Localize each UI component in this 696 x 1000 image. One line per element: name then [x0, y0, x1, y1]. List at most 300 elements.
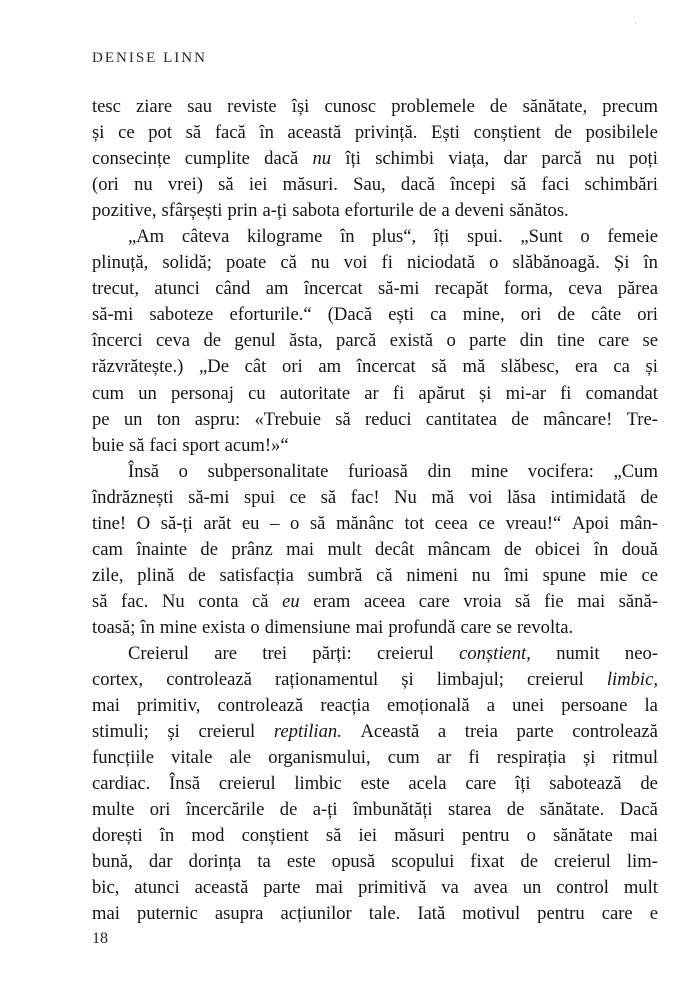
word: voi: [468, 486, 493, 508]
word: câte: [591, 304, 622, 326]
word: de: [203, 330, 221, 352]
word: și: [583, 747, 596, 769]
word: vreau!“: [505, 512, 562, 534]
word: o: [446, 330, 456, 352]
word: acțiunilor: [280, 903, 352, 925]
word: ăsta,: [289, 330, 323, 352]
word: personaj: [170, 382, 234, 404]
word: lim-: [626, 851, 658, 873]
word: eforturile.“: [229, 304, 312, 326]
word: iei: [248, 174, 268, 196]
word: încerci: [92, 330, 143, 352]
word: ar: [364, 382, 379, 404]
word: un: [522, 877, 542, 899]
word: schimbări: [584, 174, 658, 196]
text-line: [92, 407, 658, 433]
word: subpersonalitate: [207, 460, 329, 482]
word: vrei): [167, 174, 203, 196]
word: dar: [148, 851, 173, 873]
word: în: [259, 122, 274, 144]
word: care: [460, 616, 492, 638]
word: e: [649, 903, 658, 925]
word: tale.: [368, 903, 401, 925]
word: ritmul: [612, 747, 658, 769]
word: funcțiile: [92, 747, 154, 769]
text-line: [92, 875, 658, 901]
word: cât: [244, 356, 267, 378]
word: dar: [503, 148, 528, 170]
word: cunosc: [324, 96, 377, 117]
word: controlează: [166, 669, 252, 691]
word: precum: [602, 96, 658, 117]
word: sfârșești: [161, 200, 223, 222]
word: poți: [628, 148, 658, 170]
word: Iată: [417, 903, 446, 925]
word: Dacă: [619, 799, 658, 821]
word: și: [167, 721, 180, 743]
word: atunci: [154, 278, 200, 300]
text-line: [92, 250, 658, 276]
word: tesc: [92, 96, 121, 117]
word: ori: [520, 304, 542, 326]
word: aceea: [363, 590, 406, 612]
word: o: [489, 252, 499, 274]
word: fi: [468, 747, 480, 769]
word: eforturile: [344, 200, 414, 222]
word: am: [318, 356, 342, 378]
word: organismului,: [268, 747, 371, 769]
word: „Am: [128, 226, 165, 248]
word: are: [214, 642, 237, 664]
word: parte: [516, 721, 554, 743]
text-line: [92, 901, 658, 927]
word: sănătos.: [509, 200, 569, 222]
text-line: [92, 198, 658, 224]
word: există: [389, 330, 434, 352]
word: privință.: [354, 122, 418, 144]
word: mân-: [619, 512, 658, 534]
word: de: [489, 96, 508, 117]
word: mai: [355, 616, 384, 638]
word: fac!: [350, 486, 380, 508]
word: dacă: [400, 174, 435, 196]
word: conștient: [241, 825, 309, 847]
text-line: [92, 771, 658, 797]
text-line: [92, 172, 658, 198]
word: mă: [431, 486, 455, 508]
word: viața,: [448, 148, 490, 170]
text-line: [92, 745, 658, 771]
text-line: [92, 459, 658, 485]
word: profundă: [388, 616, 456, 638]
word: creierul: [554, 851, 611, 873]
word: Și: [613, 252, 630, 274]
word: de: [188, 564, 206, 586]
word: femeie: [607, 226, 658, 248]
word: creierul: [198, 721, 256, 743]
word: autoritate: [279, 382, 351, 404]
word: cum: [387, 747, 420, 769]
text-line: [92, 276, 658, 302]
word: facă: [214, 122, 246, 144]
word: cardiac.: [92, 773, 151, 795]
word: ce: [118, 122, 135, 144]
word: să: [335, 408, 351, 430]
word: motivul: [462, 903, 521, 925]
word: de: [640, 486, 658, 508]
word: de: [506, 799, 525, 821]
word: părți:: [312, 642, 352, 664]
text-line: [92, 302, 658, 328]
running-head: DENISE LINN: [92, 50, 207, 66]
text-line: [92, 328, 658, 354]
text-line: [92, 120, 658, 146]
word: mult: [327, 538, 362, 560]
italic-word: conștient,: [459, 642, 531, 664]
word: ziare: [136, 96, 173, 117]
word: să: [218, 174, 234, 196]
word: cantitatea: [425, 408, 498, 430]
word: plus“,: [372, 226, 417, 248]
word: furioasă: [348, 460, 408, 482]
word: limbic: [294, 773, 342, 795]
word: Nu: [161, 590, 185, 612]
word: ori: [149, 799, 171, 821]
word: respirația: [496, 747, 566, 769]
word: avea: [473, 877, 508, 899]
text-line: [92, 511, 658, 537]
word: pentru: [537, 903, 585, 925]
word: o: [526, 825, 536, 847]
word: sau: [187, 96, 213, 117]
word: care: [598, 330, 630, 352]
word: îți: [345, 148, 361, 170]
word: mâncam: [427, 538, 491, 560]
word: părea: [617, 278, 658, 300]
word: de: [200, 538, 218, 560]
word: din: [427, 460, 452, 482]
word: mai: [92, 903, 120, 925]
word: mai: [92, 695, 120, 717]
word: lăsa: [506, 486, 536, 508]
word: îndrăznești: [92, 486, 174, 508]
word: kilograme: [247, 226, 323, 248]
word: –: [270, 512, 280, 534]
word: „De: [199, 356, 229, 378]
word: ce: [289, 486, 307, 508]
word: mine,: [462, 304, 505, 326]
word: cortex,: [92, 669, 144, 691]
word: starea: [447, 799, 492, 821]
word: tine!: [92, 512, 127, 534]
word: creierul: [527, 669, 584, 691]
word: numit: [556, 642, 600, 664]
word: Însă: [128, 460, 159, 482]
italic-word: limbic,: [606, 669, 658, 691]
italic-word: reptilian.: [273, 721, 342, 743]
word: ton: [156, 408, 181, 430]
word: mai: [315, 877, 344, 899]
word: decât: [374, 538, 415, 560]
word: bic,: [92, 877, 120, 899]
word: va: [441, 877, 459, 899]
word: faci: [149, 434, 178, 456]
text-line: [92, 224, 658, 250]
word: slăbănoagă.: [512, 252, 600, 274]
word: care: [601, 903, 633, 925]
word: din: [519, 330, 544, 352]
word: îmi: [504, 564, 529, 586]
word: vroia: [463, 590, 502, 612]
word: conta: [198, 590, 239, 612]
word: că: [376, 564, 393, 586]
word: vitale: [171, 747, 213, 769]
word: o: [178, 460, 188, 482]
word: zile,: [92, 564, 124, 586]
word: a-ți: [312, 799, 338, 821]
word: dorința: [188, 851, 242, 873]
word: de: [511, 408, 529, 430]
word: înainte: [136, 538, 187, 560]
word: faci: [541, 174, 570, 196]
word: cumplite: [184, 148, 250, 170]
word: de: [640, 773, 658, 795]
word: schimbi: [375, 148, 435, 170]
word: reacția: [320, 695, 370, 717]
word: spune: [542, 564, 587, 586]
word: că: [280, 252, 297, 274]
word: ceva: [155, 330, 191, 352]
word: controlează: [217, 695, 304, 717]
text-line: [92, 589, 658, 615]
word: mie: [599, 564, 628, 586]
word: sabota: [292, 200, 340, 222]
word: ceva: [568, 278, 603, 300]
word: buie: [92, 434, 125, 456]
text-line: [92, 797, 658, 823]
word: obicei: [535, 538, 581, 560]
word: prânz: [231, 538, 273, 560]
word: un: [138, 382, 157, 404]
word: «Trebuie: [254, 408, 321, 430]
word: pentru: [461, 825, 510, 847]
word: de: [418, 200, 437, 222]
word: îmbunătăți: [353, 799, 433, 821]
word: cum: [92, 382, 125, 404]
word: de: [520, 851, 538, 873]
word: nu: [471, 564, 491, 586]
text-line: [92, 615, 658, 641]
text-line: [92, 381, 658, 407]
word: recapăt: [434, 278, 489, 300]
word: ale: [229, 747, 252, 769]
word: în: [340, 226, 355, 248]
word: plină: [137, 564, 175, 586]
word: în: [159, 825, 175, 847]
word: sabotează: [549, 773, 622, 795]
word: de: [554, 122, 572, 144]
word: îți: [515, 773, 531, 795]
word: pe: [92, 408, 110, 430]
word: mâncare!: [543, 408, 613, 430]
word: acum!»“: [224, 434, 289, 456]
word: problemele: [391, 96, 475, 117]
word: O: [136, 512, 151, 534]
word: nimeni: [406, 564, 459, 586]
word: satisfacția: [219, 564, 294, 586]
word: măsuri.: [282, 174, 338, 196]
text-line: [92, 563, 658, 589]
word: consecințe: [92, 148, 171, 170]
text-line: [92, 433, 658, 459]
word: era: [574, 356, 598, 378]
word: toasă;: [92, 616, 136, 638]
word: fixat: [470, 851, 505, 873]
word: sănătate,: [522, 96, 588, 117]
word: reviste: [227, 96, 277, 117]
word: Această: [360, 721, 420, 743]
word: eu: [241, 512, 260, 534]
scan-mark: ·: [634, 18, 637, 28]
text-line: [92, 94, 658, 120]
word: mod: [191, 825, 225, 847]
word: Apoi: [571, 512, 610, 534]
word: în: [643, 252, 658, 274]
word: trei: [262, 642, 288, 664]
word: a: [441, 200, 450, 222]
word: „Sunt: [520, 226, 563, 248]
word: pozitive,: [92, 200, 157, 222]
word: forma,: [503, 278, 553, 300]
word: dorești: [92, 825, 143, 847]
word: răzvrătește.): [92, 356, 184, 378]
word: sport: [182, 434, 220, 456]
word: cam: [92, 538, 123, 560]
word: iei: [358, 825, 378, 847]
body-text: [92, 94, 658, 928]
word: cu: [248, 382, 266, 404]
word: parcă: [336, 330, 377, 352]
text-line: [92, 354, 658, 380]
word: Nu: [394, 486, 417, 508]
word: reduci: [365, 408, 412, 430]
word: sănă-: [618, 590, 658, 612]
text-line: [92, 823, 658, 849]
word: scopului: [391, 851, 455, 873]
word: treia: [464, 721, 498, 743]
word: solidă;: [162, 252, 212, 274]
word: creierul: [218, 773, 276, 795]
word: ori: [637, 304, 658, 326]
word: se: [496, 616, 512, 638]
word: prin: [227, 200, 258, 222]
word: ta: [257, 851, 271, 873]
word: controlează: [572, 721, 658, 743]
word: stimuli;: [92, 721, 149, 743]
word: începi: [450, 174, 496, 196]
italic-word: nu: [312, 148, 332, 170]
word: când: [215, 278, 251, 300]
word: de: [557, 304, 576, 326]
word: neo-: [624, 642, 658, 664]
word: asupra: [214, 903, 264, 925]
word: (Dacă: [327, 304, 373, 326]
text-line: [92, 641, 658, 667]
word: revolta.: [516, 616, 574, 638]
word: mai: [286, 538, 315, 560]
text-line: [92, 693, 658, 719]
word: încercat: [303, 278, 363, 300]
word: am: [265, 278, 289, 300]
word: comandat: [585, 382, 658, 404]
word: „Cum: [613, 460, 658, 482]
word: în: [140, 616, 155, 638]
word: multe: [92, 799, 135, 821]
word: mult: [623, 877, 658, 899]
word: parte: [469, 330, 507, 352]
word: parcă: [541, 148, 582, 170]
word: raționamentul: [274, 669, 379, 691]
word: saboteze: [149, 304, 214, 326]
word: parte: [263, 877, 301, 899]
word: niciodată: [406, 252, 476, 274]
word: se: [642, 330, 658, 352]
word: Ești: [431, 122, 460, 144]
text-line: [92, 146, 658, 172]
word: un: [123, 408, 143, 430]
word: de: [279, 799, 298, 821]
word: Creierul: [128, 642, 189, 664]
word: control: [556, 877, 609, 899]
word: îți: [433, 226, 450, 248]
word: conștient: [473, 122, 541, 144]
word: mai: [630, 825, 658, 847]
word: să: [320, 486, 337, 508]
word: posibilele: [585, 122, 658, 144]
word: creierul: [376, 642, 434, 664]
word: își: [291, 96, 310, 117]
word: (ori: [92, 174, 119, 196]
word: Tre-: [626, 408, 658, 430]
word: această: [287, 122, 342, 144]
word: eram: [313, 590, 351, 612]
word: să-mi: [92, 304, 134, 326]
word: vocifera:: [527, 460, 594, 482]
word: ca: [430, 304, 447, 326]
word: să: [185, 122, 202, 144]
word: ești: [388, 304, 415, 326]
word: acela: [408, 773, 447, 795]
word: a: [437, 721, 447, 743]
word: o: [580, 226, 590, 248]
word: care: [418, 590, 450, 612]
word: să: [309, 512, 326, 534]
word: mănânc: [336, 512, 394, 534]
word: exista: [202, 616, 246, 638]
italic-word: eu: [282, 590, 300, 612]
word: la: [644, 695, 658, 717]
word: nu: [310, 252, 330, 274]
word: o: [250, 616, 260, 638]
word: poate: [226, 252, 267, 274]
word: a-ți: [262, 200, 288, 222]
word: să: [515, 590, 531, 612]
word: în: [593, 538, 609, 560]
word: Însă: [169, 773, 201, 795]
word: ce: [478, 512, 495, 534]
page-number: 18: [92, 930, 108, 947]
word: primitiv,: [137, 695, 201, 717]
